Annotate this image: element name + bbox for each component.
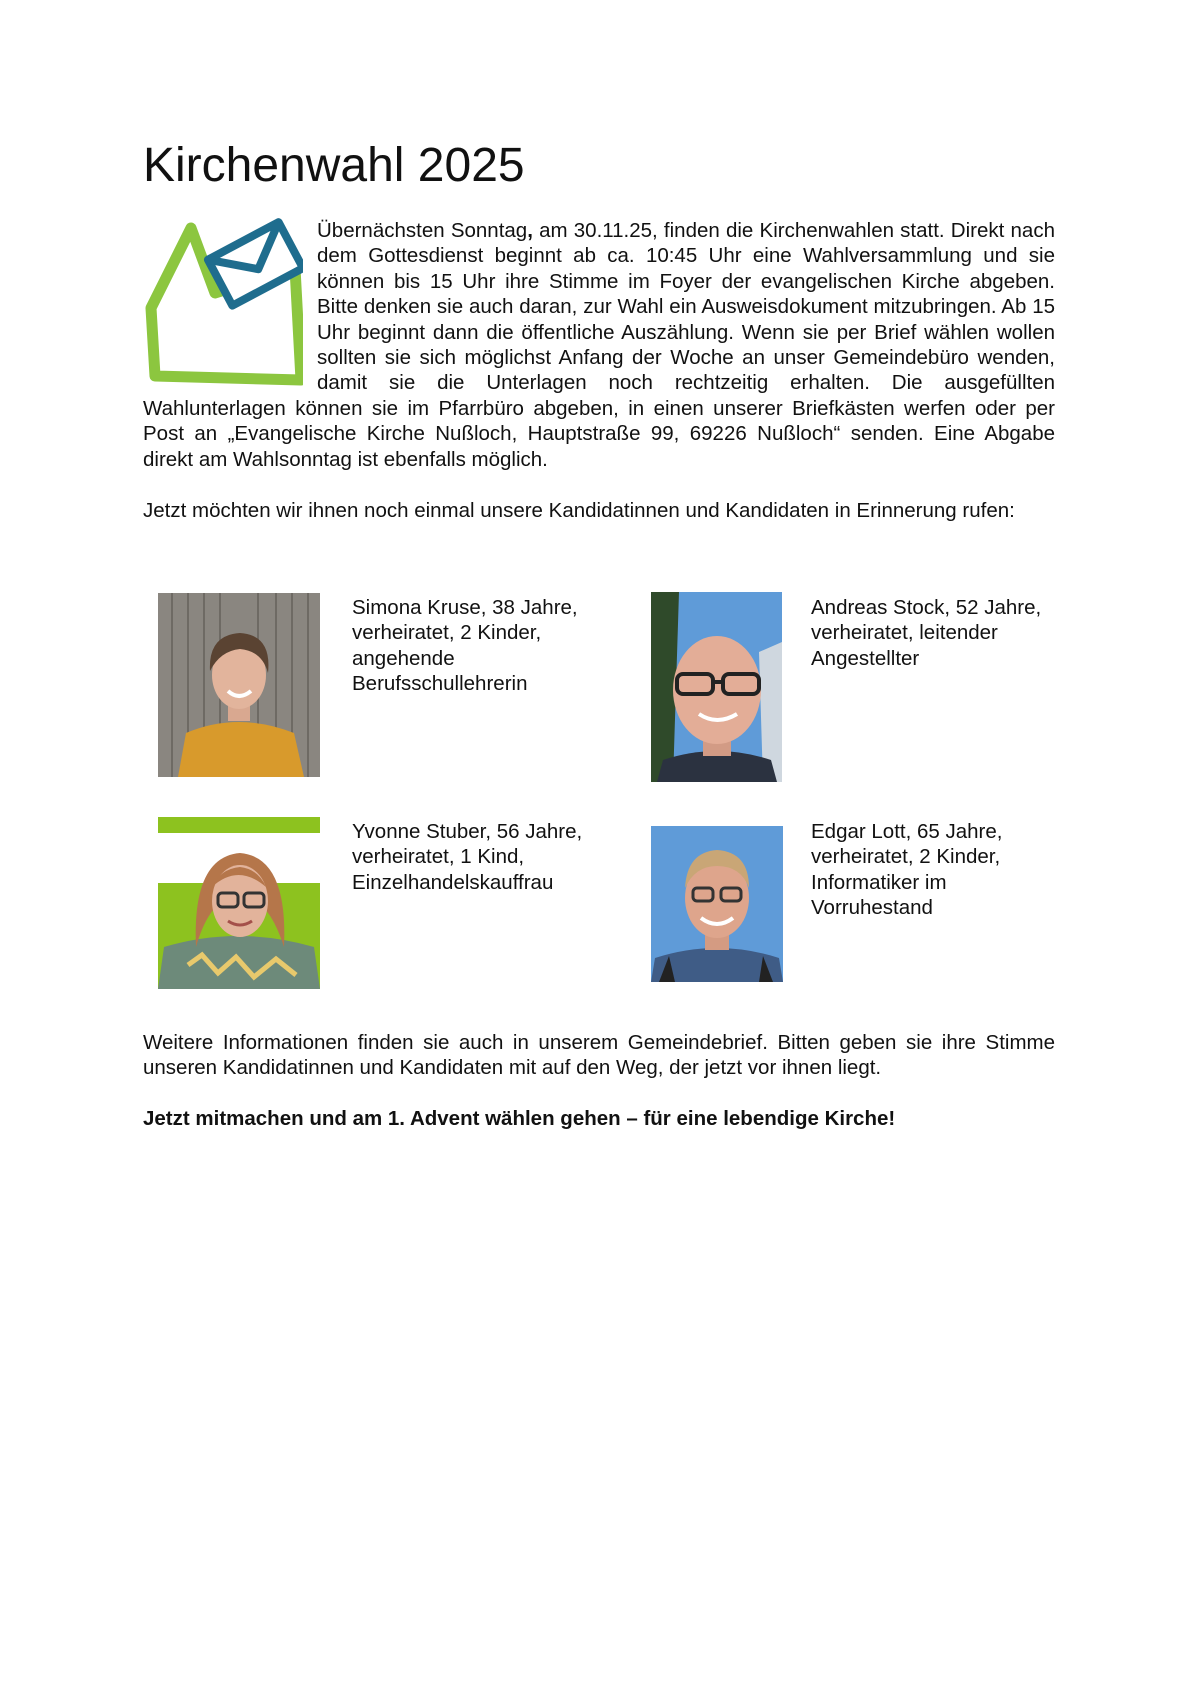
candidate-info-andreas: Andreas Stock, 52 Jahre, verheiratet, leitender Angestellter: [811, 596, 1042, 670]
intro-paragraph: [143, 218, 1055, 472]
intro-lead-separator: ,: [527, 219, 533, 242]
candidate-info-yvonne: Yvonne Stuber, 56 Jahre, verheiratet, 1 Kind, Einzelhandelskauffrau: [352, 820, 583, 894]
candidate-photo-simona: [158, 593, 320, 777]
call-to-action: Jetzt mitmachen und am 1. Advent wählen gehen – für eine lebendige Kirche!: [143, 1107, 896, 1130]
candidate-photo-andreas: [651, 592, 782, 782]
intro-text: am 30.11.25, finden die Kirchenwahlen statt. Direkt nach dem Gottesdienst beginnt ab ca. 10:45 Uhr eine Wahlversammlung und sie können bis 15 Uhr ihre Stimme im Foyer der evangelischen Kirche abgeben. Bitte denken sie auch daran, zur Wahl ein Ausweisdokument mitzubringen. Ab 15 Uhr beginnt dann die öffentliche Auszählung. Wenn sie per Brief wählen wollen sollten sie sich möglichst Anfang der Woche an unser Gemeindebüro wenden, damit sie die Unterlagen noch rechtzeitig erhalten. Die ausgefüllten Wahlunterlagen können sie im Pfarrbüro abgeben, in einen unserer Briefkästen werfen oder per Post an „Evangelische Kirche Nußloch, Hauptstraße 99, 69226 Nußloch“ senden. Eine Abgabe direkt am Wahlsonntag ist ebenfalls möglich.: [143, 219, 1055, 471]
candidate-photo-edgar: [651, 826, 783, 982]
candidate-photo-yvonne: [158, 817, 320, 989]
candidate-info-edgar: Edgar Lott, 65 Jahre, verheiratet, 2 Kinder, Informatiker im Vorruhestand: [811, 820, 1003, 920]
intro-lead: Übernächsten Sonntag: [317, 219, 528, 242]
candidate-info-simona: Simona Kruse, 38 Jahre, verheiratet, 2 Kinder, angehende Berufsschullehrerin: [352, 596, 578, 696]
candidates-intro: Jetzt möchten wir ihnen noch einmal unsere Kandidatinnen und Kandidaten in Erinnerung rufen:: [143, 499, 1015, 522]
more-info-paragraph: Weitere Informationen finden sie auch in unserem Gemeindebrief. Bitten geben sie ihre Stimme unseren Kandidatinnen und Kandidaten mit auf den Weg, der jetzt vor ihnen liegt.: [143, 1031, 1055, 1080]
page-title: Kirchenwahl 2025: [143, 139, 525, 192]
ballot-logo-icon: [143, 218, 303, 388]
